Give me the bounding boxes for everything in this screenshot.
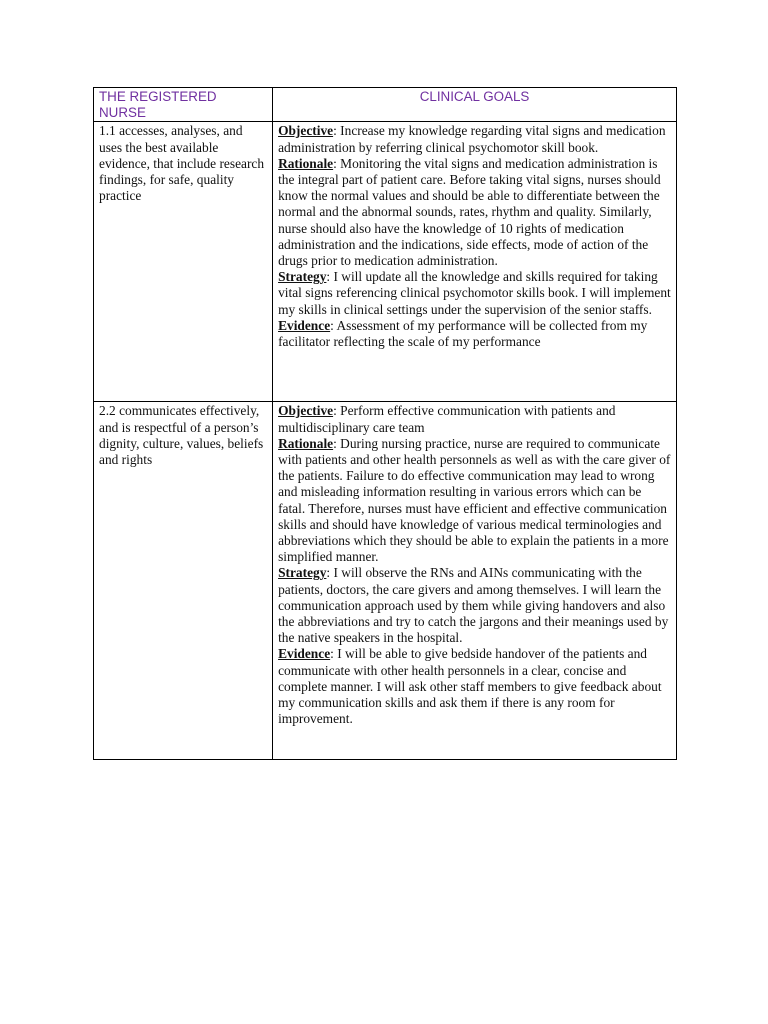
rationale-text: : Monitoring the vital signs and medication administration is the integral part of patient care. Before taking vital signs, nurses should know the normal values and should be able to differentiate between the normal and the abnormal sounds, rates, rhythm and quality. Similarly, nurse should also have the knowledge of 10 rights of medication administration and the indications, side effects, mode of action of the drugs prior to medication administration. xyxy=(278,155,661,269)
evidence-paragraph xyxy=(278,318,671,350)
table-row xyxy=(94,402,677,760)
rationale-text: : During nursing practice, nurse are required to communicate with patients and other health personnels as well as with the care giver of the patients. Failure to do effective communication may lead to wrong and misleading information resulting in various errors which can be fatal. Therefore, nurses must have efficient and effective communication skills and should have knowledge of various medical terminologies and abbreviations which they should be able to explain the patients in a more simplified manner. xyxy=(278,435,671,565)
rationale-label: Rationale xyxy=(278,155,334,171)
objective-text: : Increase my knowledge regarding vital signs and medication administration by referring clinical psychomotor skill book. xyxy=(278,123,666,155)
evidence-text: : Assessment of my performance will be collected from my facilitator reflecting the scale of my performance xyxy=(278,317,648,350)
objective-label: Objective xyxy=(278,123,334,139)
standard-cell: 1.1 accesses, analyses, and uses the best available evidence, that include research findings, for safe, quality practice xyxy=(94,122,273,402)
strategy-text: : I will update all the knowledge and skills required for taking vital signs referencing clinical psychomotor skills book. I will implement my skills in clinical settings under the supervision of the senior staffs. xyxy=(278,269,671,317)
strategy-paragraph xyxy=(278,269,671,318)
evidence-text: : I will be able to give bedside handover of the patients and communicate with other health personnels in a clear, concise and complete manner. I will ask other staff members to give feedback about my communication skills and ask them if there is any room for improvement. xyxy=(278,646,662,727)
strategy-paragraph xyxy=(278,565,671,646)
evidence-paragraph xyxy=(278,646,671,727)
clinical-goals-header: CLINICAL GOALS xyxy=(273,88,677,122)
clinical-goals-table xyxy=(93,87,677,760)
objective-paragraph xyxy=(278,403,671,435)
rationale-paragraph xyxy=(278,156,671,269)
objective-paragraph xyxy=(278,123,671,155)
registered-nurse-header: THE REGISTERED NURSE xyxy=(94,88,273,122)
goals-cell xyxy=(273,122,677,402)
evidence-label: Evidence xyxy=(278,646,331,662)
strategy-label: Strategy xyxy=(278,269,327,285)
table-row xyxy=(94,122,677,402)
objective-text: : Perform effective communication with patients and multidisciplinary care team xyxy=(278,403,616,435)
objective-label: Objective xyxy=(278,403,334,419)
strategy-label: Strategy xyxy=(278,565,327,581)
table-header-row xyxy=(94,88,677,122)
evidence-label: Evidence xyxy=(278,317,331,333)
rationale-paragraph xyxy=(278,436,671,566)
goals-cell xyxy=(273,402,677,760)
rationale-label: Rationale xyxy=(278,435,334,451)
strategy-text: : I will observe the RNs and AINs communicating with the patients, doctors, the care givers and among themselves. I will learn the communication approach used by them while giving handovers and also the abbreviations and try to catch the jargons and their meanings used by the native speakers in the hospital. xyxy=(278,565,669,646)
standard-cell: 2.2 communicates effectively, and is respectful of a person’s dignity, culture, values, beliefs and rights xyxy=(94,402,273,760)
